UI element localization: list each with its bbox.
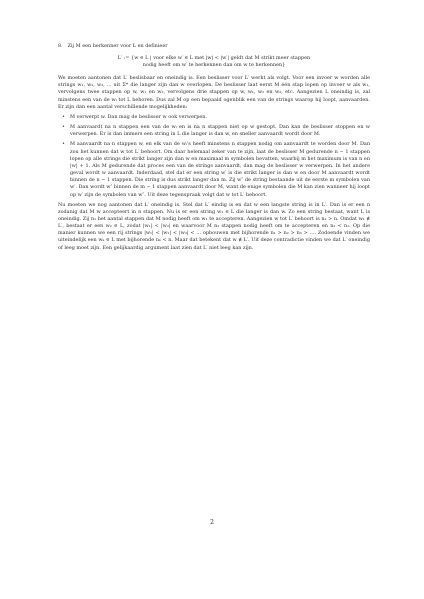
paragraph-intro: We moeten aantonen dat L′ beslisbaar en oneindig is. Een beslisser voor L′ werkt als volgt. Voor een invoer w worden alle strings w₁, w₂, w₃, ... uit Σ* die langer zijn dan w overlopen. De beslisser laat eerst M één stap lopen op invoer w als w₁, vervolgens twee stappen op w, w₁ en w₂, vervolgens drie stappen op w, w₁, w₂ en w₃, etc. Aangezien L oneindig is, zal minstens een van de wᵢ tot L behoren. Dus zal M op een bepaald ogenblik een van de strings waarop hij loopt, aanvaarden. Er zijn dan een aantal verschillende mogelijkheden: [58, 75, 370, 110]
case-item-2: • M aanvaardt na n stappen een van de wᵢ en is na n stappen niet op w gestopt. Dan kan de beslisser stoppen en w verwerpen. Er is dan immers een string in L die langer is dan w, en sneller aanvaardt wordt door M. [70, 124, 370, 138]
definition-block [58, 55, 370, 69]
definition-line-2: nodig heeft om w′ te herkennen dan om w te herkennen} [142, 62, 286, 69]
question-text: Zij M een herkenner voor L en definieer [67, 43, 168, 49]
question-heading [58, 43, 370, 50]
question-number: 8. [58, 43, 63, 49]
case-item-1: • M verwerpt w. Dan mag de beslisser w ook verwerpen. [70, 114, 370, 121]
page-number: 2 [210, 519, 214, 526]
case-list [58, 114, 370, 199]
content-body [58, 43, 370, 255]
case-item-3: • M aanvaardt na n stappen w, en elk van de wᵢ's heeft minstens n stappen nodig om aanvaardt te worden door M. Dan zou het kunnen dat w tot L′ behoort. Om daar helemaal zeker van te zijn, laat de beslisser M gedurende n − 1 stappen lopen op alle strings die strikt langer zijn dan w en maximaal m symbolen bevatten, waarbij m het maximum is van n en |w| + 1. Als M gedurende dat proces een van de strings aanvaardt, dan mag de beslisser w verwerpen. In het andere geval wordt w aanvaardt. Inderdaad, stel dat er een string w′ is die strikt langer is dan w en door M aanvaardt wordt binnen de n − 1 stappen. Die string is dus strikt langer dan m. Zij w″ de string bestaande uit de eerste m symbolen van w′. Dan wordt w″ binnen de m − 1 stappen aanvaardt door M, want de enige symbolen die M kan zien wanneer hij loopt op w′ zijn de symbolen van w″. Uit deze tegenspraak volgt dat w tot L′ behoort. [70, 141, 370, 198]
paragraph-infinite-proof: Nu moeten we nog aantonen dat L′ oneindig is. Stel dat L′ eindig is en dat w een langste string is in L′. Dan is er een n zodanig dat M w accepteert in n stappen. Nu is er een string w₁ ∈ L die langer is dan w. Zo een string bestaat, want L is oneindig. Zij n₁ het aantal stappen dat M nodig heeft om w₁ te accepteren. Aangezien w tot L′ behoort is n₁ > n. Omdat w₁ ∉ L′, bestaat er een w₂ ∈ L, zodat |w₁| < |w₂| en waarvoor M n₂ stappen nodig heeft om te accepteren en n₂ < n₁. Op die manier kunnen we een rij strings |w₁| < |w₂| < |w₃| < ... opbouwen met bijhorende n₁ > n₂ > n₃ > .... Zodoende vinden we uiteindelijk een wₖ ∈ L met bijhorende nₖ < n. Maar dat betekent dat w ∉ L′. Uit deze contradictie vinden we dat L′ oneindig of leeg moet zijn. Een gelijkaardig argument laat zien dat L′ niet leeg kan zijn. [58, 201, 370, 251]
definition-line-1: L′ := {w ∈ L | voor elke w′ ∈ L met |w| < |w′| geldt dat M strikt meer stappen [117, 55, 311, 62]
